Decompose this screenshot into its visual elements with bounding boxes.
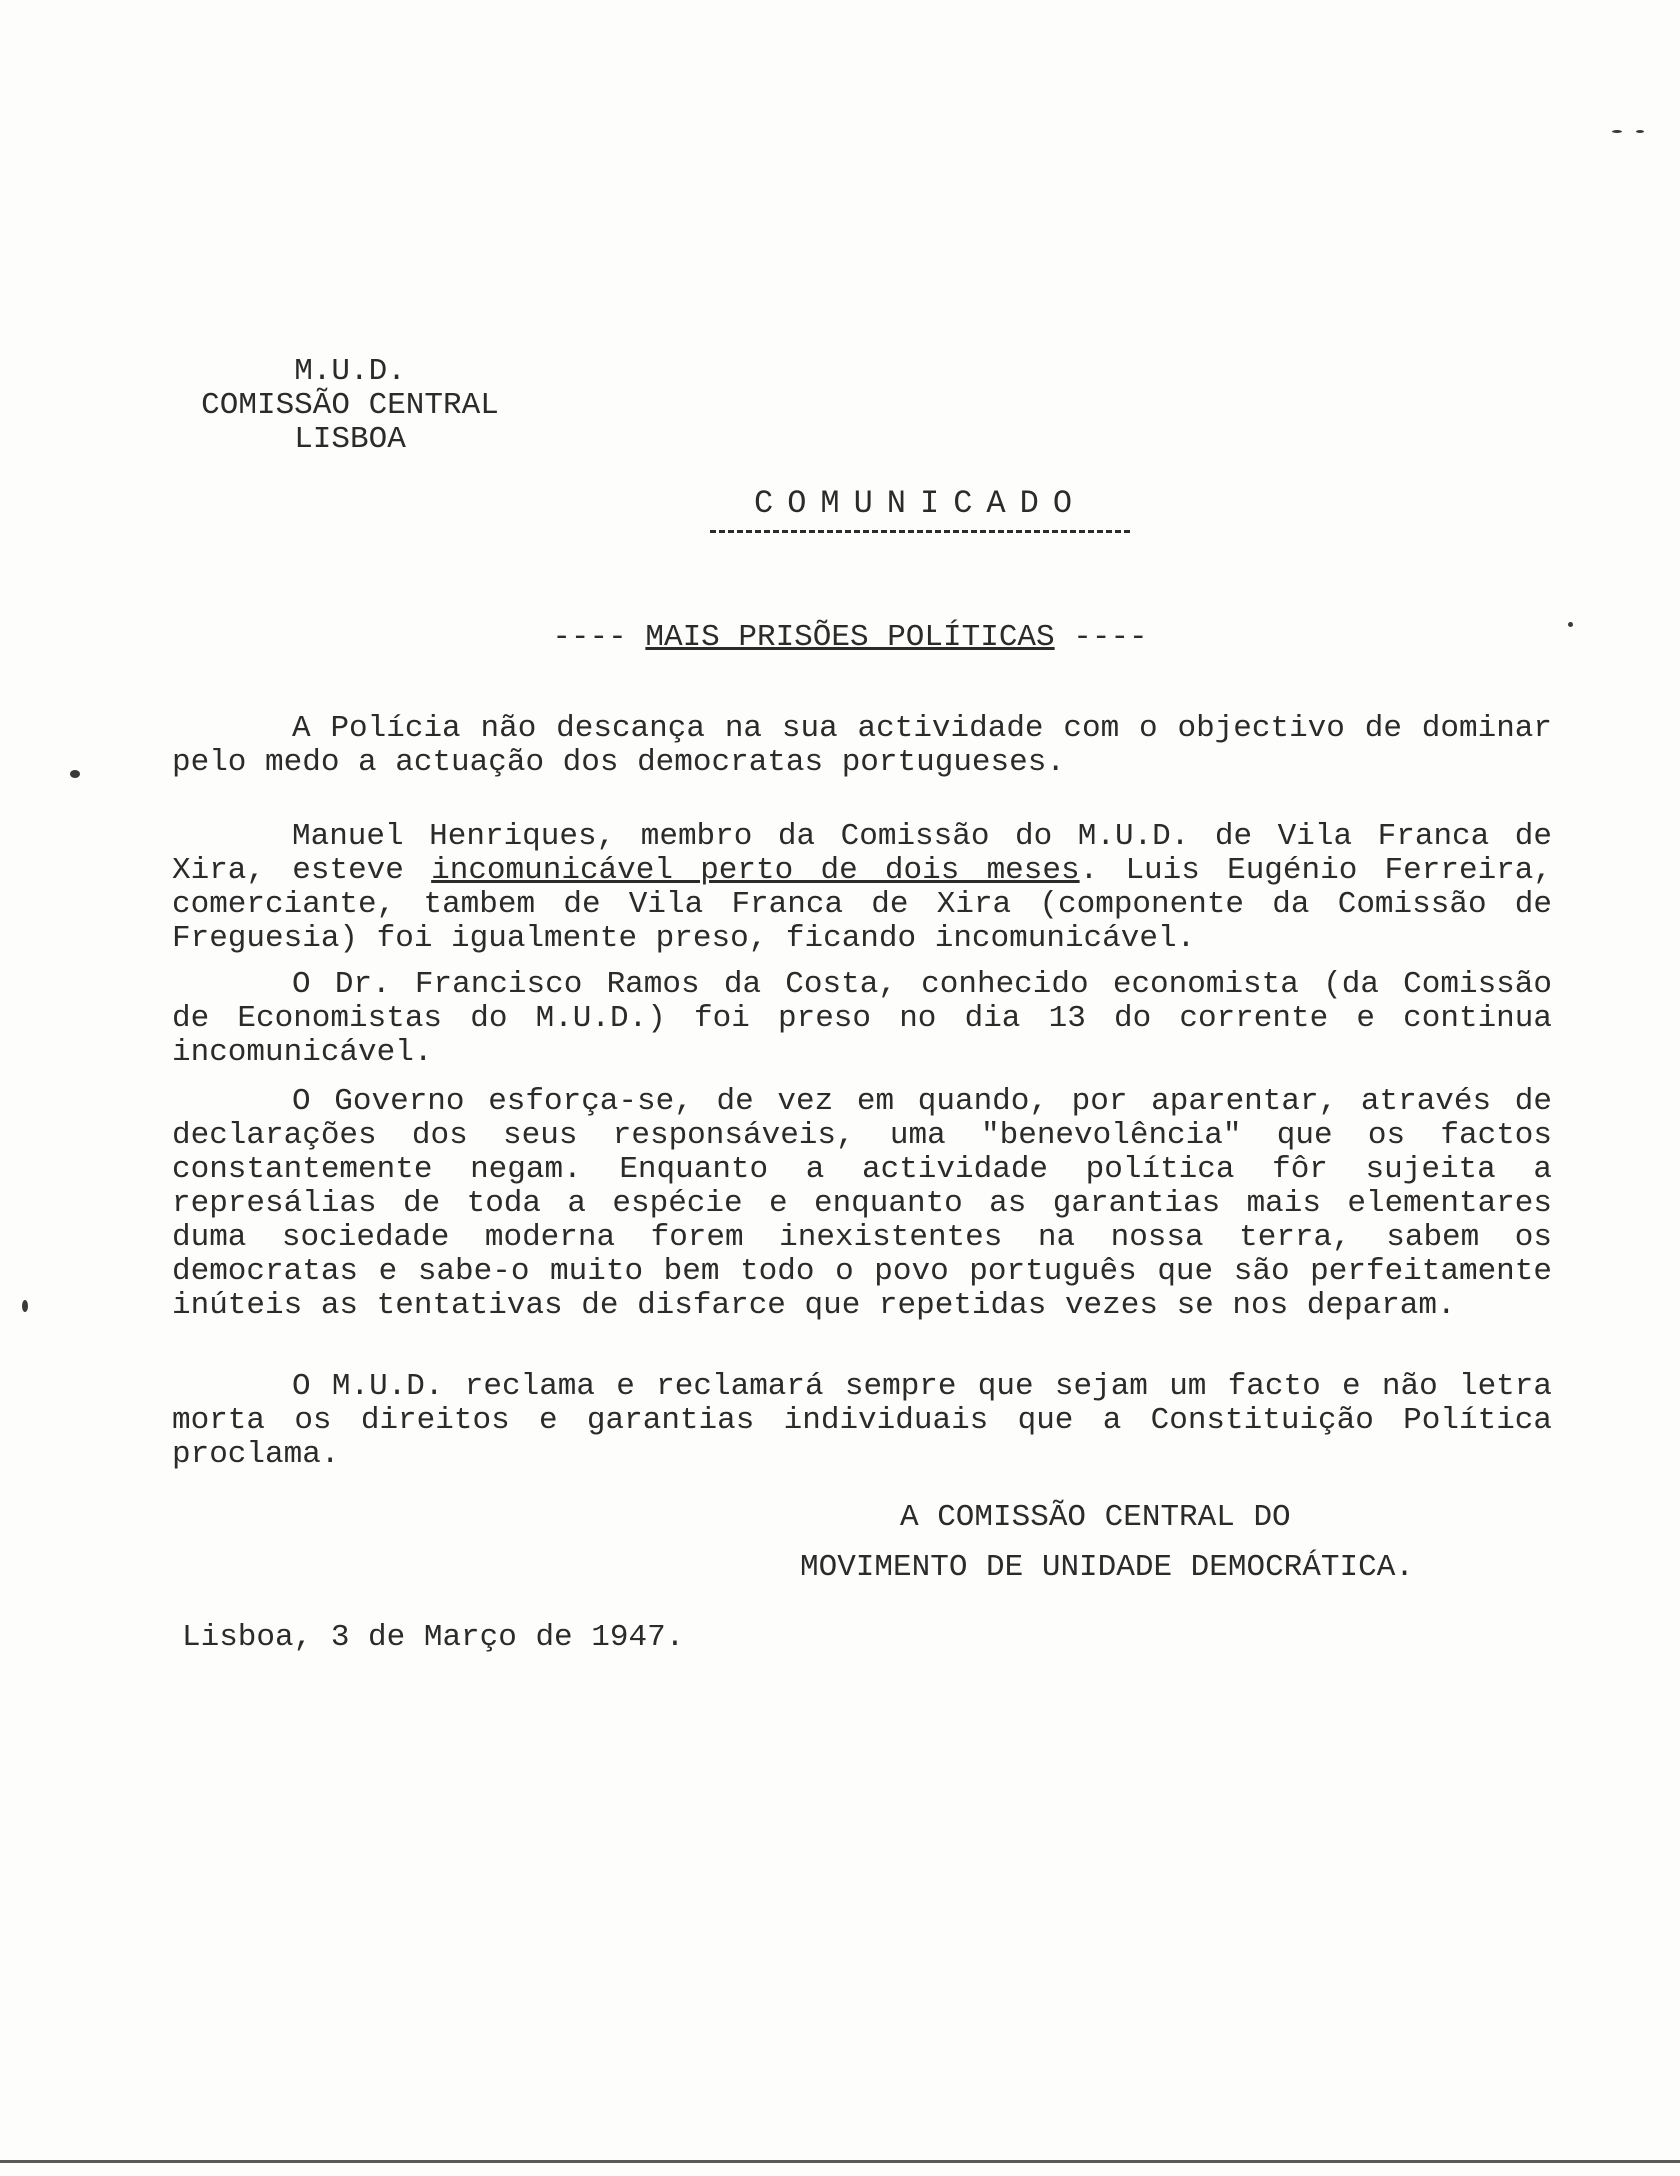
- scan-speck: [1612, 130, 1622, 133]
- paragraph-3: O Dr. Francisco Ramos da Costa, conhecido economista (da Comissão de Economistas do M.U.D.) foi preso no dia 13 do corrente e continua incomunicável.: [172, 967, 1552, 1070]
- paragraph-4: O Governo esforça-se, de vez em quando, por aparentar, através de declarações dos seus responsáveis, uma "benevolência" que os factos constantemente negam. Enquanto a actividade política fôr sujeita a represálias de toda a espécie e enquanto as garantias mais elementares duma sociedade moderna forem inexistentes na nossa terra, sabem os democratas e sabe-o muito bem todo o povo português que são perfeitamente inúteis as tentativas de disfarce que repetidas vezes se nos deparam.: [172, 1084, 1552, 1323]
- signature-line-1: A COMISSÃO CENTRAL DO: [900, 1500, 1291, 1535]
- paragraph-1: A Polícia não descança na sua actividade com o objectivo de dominar pelo medo a actuação dos democratas portugueses.: [172, 711, 1552, 780]
- letterhead: [170, 355, 530, 457]
- paragraph-2-start: Manuel Henriques, membro da Comissão do M.U.D. de Vila Franca de Xira, esteve: [172, 819, 1552, 888]
- paragraph-2-underlined: incomunicável perto de dois meses: [431, 853, 1080, 888]
- subtitle-text: MAIS PRISÕES POLÍTICAS: [645, 620, 1055, 655]
- subtitle-dashes-left: ----: [552, 620, 627, 655]
- document-title: COMUNICADO: [753, 485, 1087, 522]
- paragraph-2: [172, 820, 1552, 956]
- scan-speck: [70, 770, 80, 778]
- scan-speck: [22, 1300, 28, 1312]
- title-underline: [710, 530, 1130, 533]
- scan-speck: [1568, 622, 1573, 627]
- letterhead-city: LISBOA: [294, 422, 406, 457]
- date-line: Lisboa, 3 de Março de 1947.: [182, 1620, 685, 1655]
- subtitle-dashes-right: ----: [1073, 620, 1148, 655]
- signature-line-2: MOVIMENTO DE UNIDADE DEMOCRÁTICA.: [800, 1550, 1414, 1585]
- letterhead-committee: COMISSÃO CENTRAL: [201, 388, 499, 423]
- document-subtitle: [530, 620, 1170, 655]
- paragraph-5: O M.U.D. reclama e reclamará sempre que sejam um facto e não letra morta os direitos e garantias individuais que a Constituição Política proclama.: [172, 1369, 1552, 1472]
- scan-speck: [1636, 130, 1644, 133]
- scan-edge-line: [0, 2160, 1680, 2163]
- paragraph-2-end: . Luis Eugénio Ferreira, comerciante, tambem de Vila Franca de Xira (componente da Comissão de Freguesia) foi igualmente preso, ficando incomunicável.: [172, 853, 1552, 956]
- letterhead-org: M.U.D.: [294, 354, 406, 389]
